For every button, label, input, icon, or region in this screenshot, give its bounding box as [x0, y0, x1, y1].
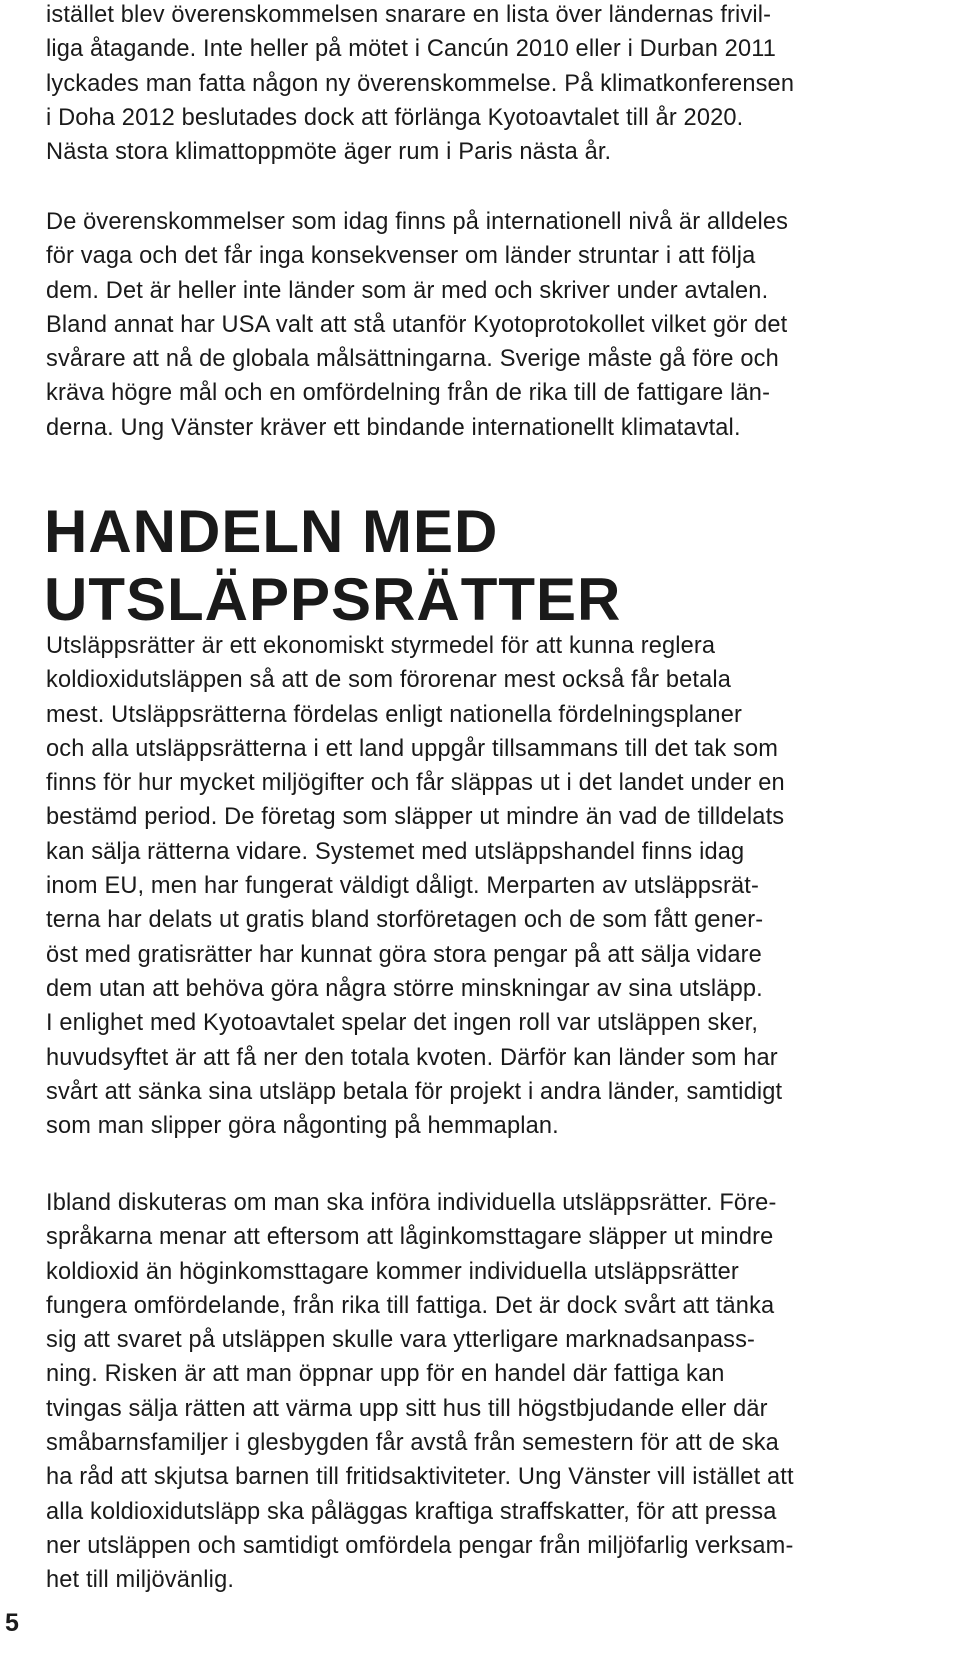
- text-line: småbarnsfamiljer i glesbygden får avstå från semestern för att de ska: [46, 1430, 779, 1457]
- text-line: dem utan att behöva göra några större minskningar av sina utsläpp.: [46, 975, 763, 1002]
- text-line: fungera omfördelande, från rika till fattiga. Det är dock svårt att tänka: [46, 1292, 775, 1319]
- text-line: svårare att nå de globala målsättningarna. Sverige måste gå före och: [46, 346, 779, 373]
- text-line: bestämd period. De företag som släpper ut mindre än vad de tilldelats: [46, 804, 785, 831]
- text-line: och alla utsläppsrätterna i ett land uppgår tillsammans till det tak som: [46, 735, 779, 762]
- text-line: språkarna menar att eftersom att låginkomsttagare släpper ut mindre: [46, 1224, 774, 1251]
- text-line: koldioxidutsläppen så att de som förorenar mest också får betala: [46, 667, 732, 694]
- text-line: het till miljövänlig.: [46, 1567, 235, 1594]
- text-line: mest. Utsläppsrätterna fördelas enligt nationella fördelningsplaner: [46, 701, 742, 728]
- text-line: som man slipper göra någonting på hemmaplan.: [46, 1113, 559, 1140]
- text-line: svårt att sänka sina utsläpp betala för projekt i andra länder, samtidigt: [46, 1078, 783, 1105]
- paragraph-1: [46, 0, 946, 169]
- text-line: I enlighet med Kyotoavtalet spelar det ingen roll var utsläppen sker,: [46, 1010, 759, 1037]
- text-line: terna har delats ut gratis bland storföretagen och de som fått gener-: [46, 907, 764, 934]
- text-line: Ibland diskuteras om man ska införa individuella utsläppsrätter. Före-: [46, 1190, 777, 1216]
- text-line: ha råd att skjutsa barnen till fritidsaktiviteter. Ung Vänster vill istället att: [46, 1464, 794, 1491]
- text-line: ning. Risken är att man öppnar upp för en handel där fattiga kan: [46, 1361, 725, 1388]
- text-line: finns för hur mycket miljögifter och får släppas ut i det landet under en: [46, 770, 785, 797]
- text-line: huvudsyftet är att få ner den totala kvoten. Därför kan länder som har: [46, 1044, 778, 1071]
- text-line: för vaga och det får inga konsekvenser om länder struntar i att följa: [46, 243, 756, 270]
- text-line: tvingas sälja rätten att värma upp sitt hus till högstbjudande eller där: [46, 1395, 768, 1422]
- text-line: De överenskommelser som idag finns på internationell nivå är alldeles: [46, 209, 789, 235]
- text-line: Nästa stora klimattoppmöte äger rum i Paris nästa år.: [46, 139, 612, 166]
- paragraph-3: [46, 629, 946, 1143]
- text-line: i Doha 2012 beslutades dock att förlänga Kyotoavtalet till år 2020.: [46, 104, 744, 131]
- text-line: lyckades man fatta någon ny överenskommelse. På klimatkonferensen: [46, 70, 795, 97]
- text-line: alla koldioxidutsläpp ska påläggas kraftiga straffskatter, för att pressa: [46, 1498, 777, 1525]
- text-line: dem. Det är heller inte länder som är med och skriver under avtalen.: [46, 277, 769, 304]
- page-number: 5: [5, 1609, 19, 1637]
- text-line: kräva högre mål och en omfördelning från de rika till de fattigare län-: [46, 380, 771, 407]
- text-line: inom EU, men har fungerat väldigt dåligt. Merparten av utsläppsrät-: [46, 873, 759, 900]
- text-line: derna. Ung Vänster kräver ett bindande internationellt klimatavtal.: [46, 414, 741, 441]
- text-line: istället blev överenskommelsen snarare en lista över ländernas frivil-: [46, 2, 772, 28]
- text-line: Bland annat har USA valt att stå utanför Kyotoprotokollet vilket gör det: [46, 311, 788, 338]
- paragraph-4: [46, 1186, 946, 1598]
- text-line: ner utsläppen och samtidigt omfördela pengar från miljöfarlig verksam-: [46, 1532, 794, 1559]
- heading-line: HANDELN MED: [44, 498, 499, 565]
- paragraph-2: [46, 205, 946, 445]
- heading-line: UTSLÄPPSRÄTTER: [44, 566, 622, 633]
- text-line: sig att svaret på utsläppen skulle vara ytterligare marknadsanpass-: [46, 1327, 756, 1354]
- text-line: kan sälja rätterna vidare. Systemet med utsläppshandel finns idag: [46, 838, 745, 865]
- text-line: liga åtagande. Inte heller på mötet i Cancún 2010 eller i Durban 2011: [46, 36, 777, 63]
- text-line: koldioxid än höginkomsttagare kommer individuella utsläppsrätter: [46, 1258, 739, 1285]
- section-heading: [44, 498, 621, 634]
- text-line: öst med gratisrätter har kunnat göra stora pengar på att sälja vidare: [46, 941, 762, 968]
- text-line: Utsläppsrätter är ett ekonomiskt styrmedel för att kunna reglera: [46, 633, 716, 659]
